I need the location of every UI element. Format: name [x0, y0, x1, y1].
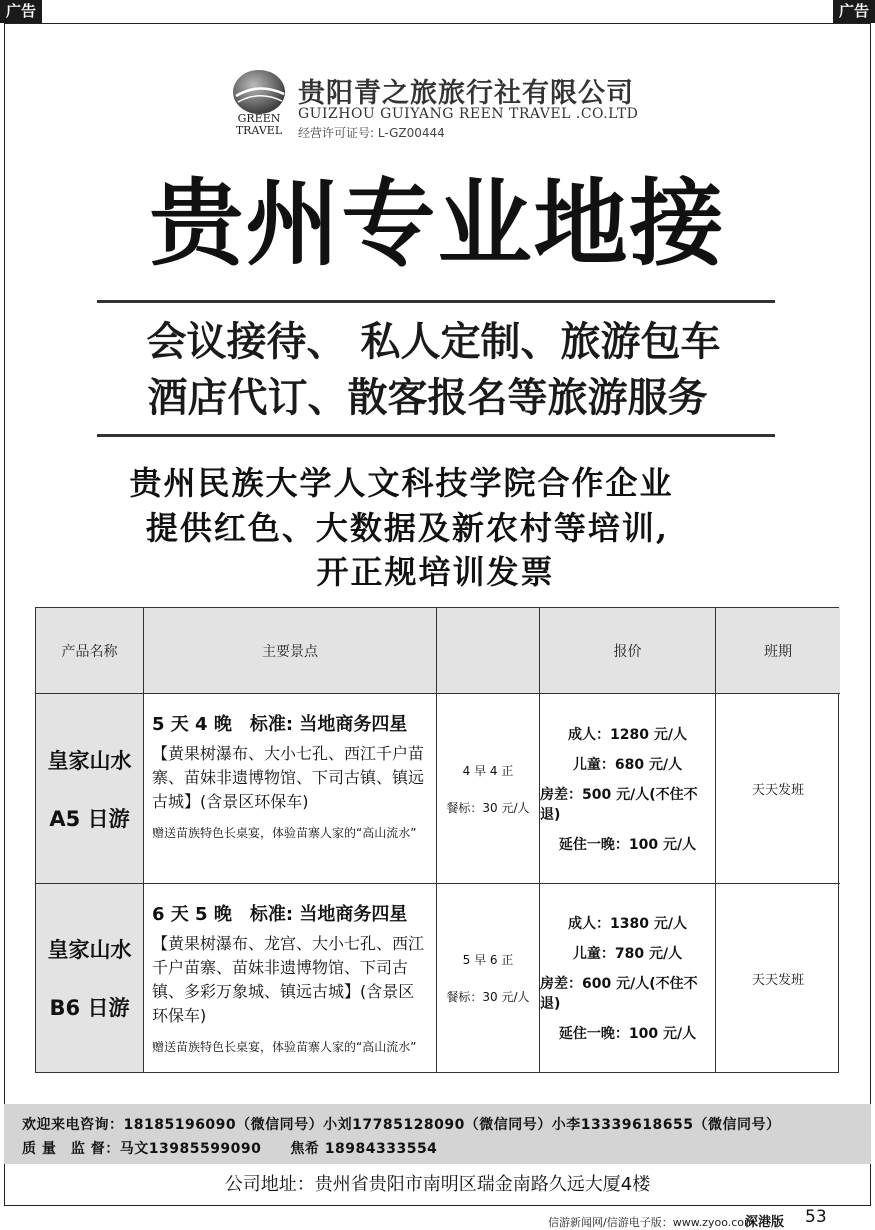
page-number: 53 [805, 1207, 827, 1227]
cooperation-line-2: 提供红色、大数据及新农村等培训, [145, 509, 670, 547]
table-row-2-price: 成人：1380 元/人 儿童：780 元/人 房差：600 元/人(不住不退) 延住一晚：100 元/人 [540, 884, 716, 1072]
row-2-title: 6 天 5 晚 标准: 当地商务四星 [152, 904, 408, 925]
table-row-2-schedule: 天天发班 [751, 972, 804, 988]
table-row-2-meals: 5 早 6 正 餐标：30 元/人 [437, 884, 540, 1072]
table-row-1-schedule: 天天发班 [716, 694, 840, 884]
header-price: 报价 [540, 608, 716, 694]
company-name-en: GUIZHOU GUIYANG REEN TRAVEL .CO.LTD [298, 106, 639, 122]
divider-bottom [97, 434, 775, 437]
row-1-desc: 【黄果树瀑布、大小七孔、西江千户苗寨、苗妹非遗博物馆、下司古镇、镇远古城】(含景区环保车) [152, 744, 425, 811]
services-line-1: 会议接待、 私人定制、旅游包车 [146, 319, 721, 365]
services-line-2: 酒店代订、散客报名等旅游服务 [147, 375, 708, 421]
company-logo-icon [228, 68, 290, 138]
table-row-1-price: 成人：1280 元/人 儿童：680 元/人 房差：500 元/人(不住不退) 延住一晚：100 元/人 [540, 694, 716, 884]
footer-edition: 深港版 [745, 1215, 785, 1230]
table-row-1-meals: 4 早 4 正 餐标：30 元/人 [437, 694, 540, 884]
ad-tag-left: 广告 [0, 0, 42, 23]
quality-supervision-line: 质 量 监 督：马文13985599090 焦希 18984333554 [22, 1141, 438, 1157]
contact-phone-line: 欢迎来电咨询：18185196090（微信同号）小刘17785128090（微信同号）小李13339618655（微信同号） [22, 1117, 781, 1133]
logo-text-top: GREEN [237, 112, 281, 125]
cooperation-line-3: 开正规培训发票 [316, 553, 555, 591]
header-main-spots: 主要景点 [144, 608, 437, 694]
product-table [35, 607, 839, 1073]
company-address: 公司地址：贵州省贵阳市南明区瑞金南路久远大厦4楼 [224, 1174, 651, 1195]
row-1-gift: 赠送苗族特色长桌宴，体验苗寨人家的“高山流水” [152, 826, 417, 840]
logo-text-bottom: TRAVEL [235, 124, 283, 137]
header-meals [437, 608, 540, 694]
row-1-title: 5 天 4 晚 标准: 当地商务四星 [152, 714, 408, 735]
cooperation-line-1: 贵州民族大学人文科技学院合作企业 [129, 464, 674, 502]
table-row-2-name: 皇家山水 B6 日游 [36, 884, 144, 1072]
header-product-name: 产品名称 [36, 608, 144, 694]
footer-source: 信游新闻网/信游电子版：www.zyoo.com [548, 1216, 755, 1229]
license-number: 经营许可证号: L-GZ00444 [298, 126, 445, 140]
table-row-2-spots [144, 884, 437, 1072]
row-2-gift: 赠送苗族特色长桌宴，体验苗寨人家的“高山流水” [152, 1040, 417, 1054]
table-row-1-spots [144, 694, 437, 884]
headline: 贵州专业地接 [149, 170, 726, 279]
ad-tag-right: 广告 [833, 0, 875, 23]
header-schedule: 班期 [716, 608, 840, 694]
row-2-desc: 【黄果树瀑布、龙宫、大小七孔、西江千户苗寨、苗妹非遗博物馆、下司古镇、多彩万象城、镇远古城】(含景区环保车) [152, 934, 425, 1025]
company-name-cn: 贵阳青之旅旅行社有限公司 [298, 78, 634, 109]
divider-top [97, 300, 775, 303]
table-row-1-name: 皇家山水 A5 日游 [36, 694, 144, 884]
